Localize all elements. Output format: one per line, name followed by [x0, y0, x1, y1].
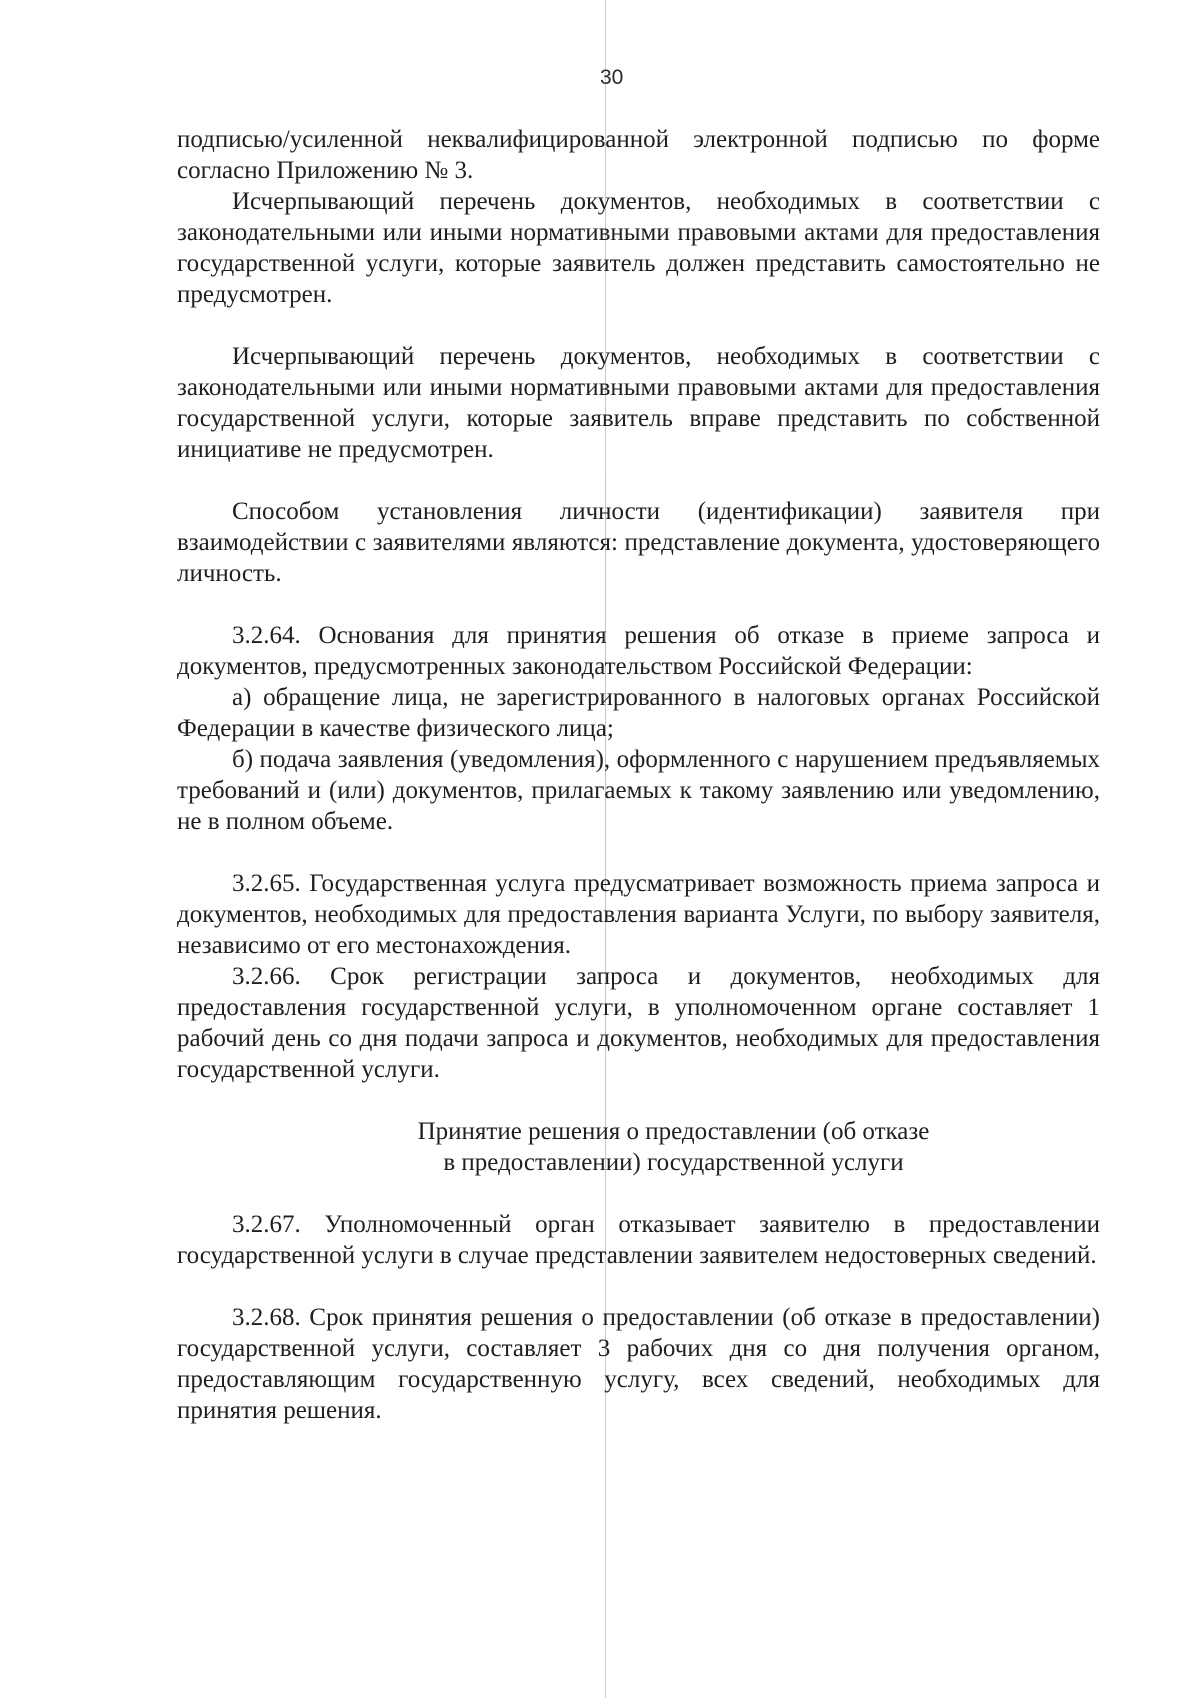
- paragraph-identification-method: Способом установления личности (идентификации) заявителя при взаимодействии с заявителями являются: представление документа, удостоверяющего личность.: [177, 498, 1100, 587]
- section-heading: [177, 1116, 1100, 1178]
- paragraph-3-2-68: 3.2.68. Срок принятия решения о предоставлении (об отказе в предоставлении) государственной услуги, составляет 3 рабочих дня со дня получения органом, предоставляющим государственную услугу, всех сведений, необходимых для принятия решения.: [177, 1304, 1100, 1424]
- page-number: 30: [600, 66, 624, 89]
- paragraph-3-2-64-a: а) обращение лица, не зарегистрированного в налоговых органах Российской Федерации в качестве физического лица;: [177, 684, 1100, 742]
- section-heading-line-1: Принятие решения о предоставлении (об отказе: [417, 1118, 930, 1145]
- paragraph-3-2-64-b: б) подача заявления (уведомления), оформленного с нарушением предъявляемых требований и (или) документов, прилагаемых к такому заявлению или уведомлению, не в полном объеме.: [177, 746, 1100, 835]
- paragraph-3-2-66: 3.2.66. Срок регистрации запроса и документов, необходимых для предоставления государственной услуги, в уполномоченном органе составляет 1 рабочий день со дня подачи запроса и документов, необходимых для предоставления государственной услуги.: [177, 963, 1100, 1083]
- paragraph-3-2-64: 3.2.64. Основания для принятия решения об отказе в приеме запроса и документов, предусмотренных законодательством Российской Федерации:: [177, 622, 1100, 680]
- paragraph-3-2-67: 3.2.67. Уполномоченный орган отказывает заявителю в предоставлении государственной услуги в случае представлении заявителем недостоверных сведений.: [177, 1211, 1100, 1269]
- paragraph-optional-documents: Исчерпывающий перечень документов, необходимых в соответствии с законодательными или иными нормативными правовыми актами для предоставления государственной услуги, которые заявитель вправе представить по собственной инициативе не предусмотрен.: [177, 343, 1100, 463]
- section-heading-line-2: в предоставлении) государственной услуги: [443, 1149, 904, 1176]
- paragraph-3-2-65: 3.2.65. Государственная услуга предусматривает возможность приема запроса и документов, необходимых для предоставления варианта Услуги, по выбору заявителя, независимо от его местонахождения.: [177, 870, 1100, 959]
- paragraph-signature-form: подписью/усиленной неквалифицированной электронной подписью по форме согласно Приложению № 3.: [177, 126, 1100, 184]
- document-body: [177, 124, 1100, 1426]
- paragraph-required-documents: Исчерпывающий перечень документов, необходимых в соответствии с законодательными или иными нормативными правовыми актами для предоставления государственной услуги, которые заявитель должен представить самостоятельно не предусмотрен.: [177, 188, 1100, 308]
